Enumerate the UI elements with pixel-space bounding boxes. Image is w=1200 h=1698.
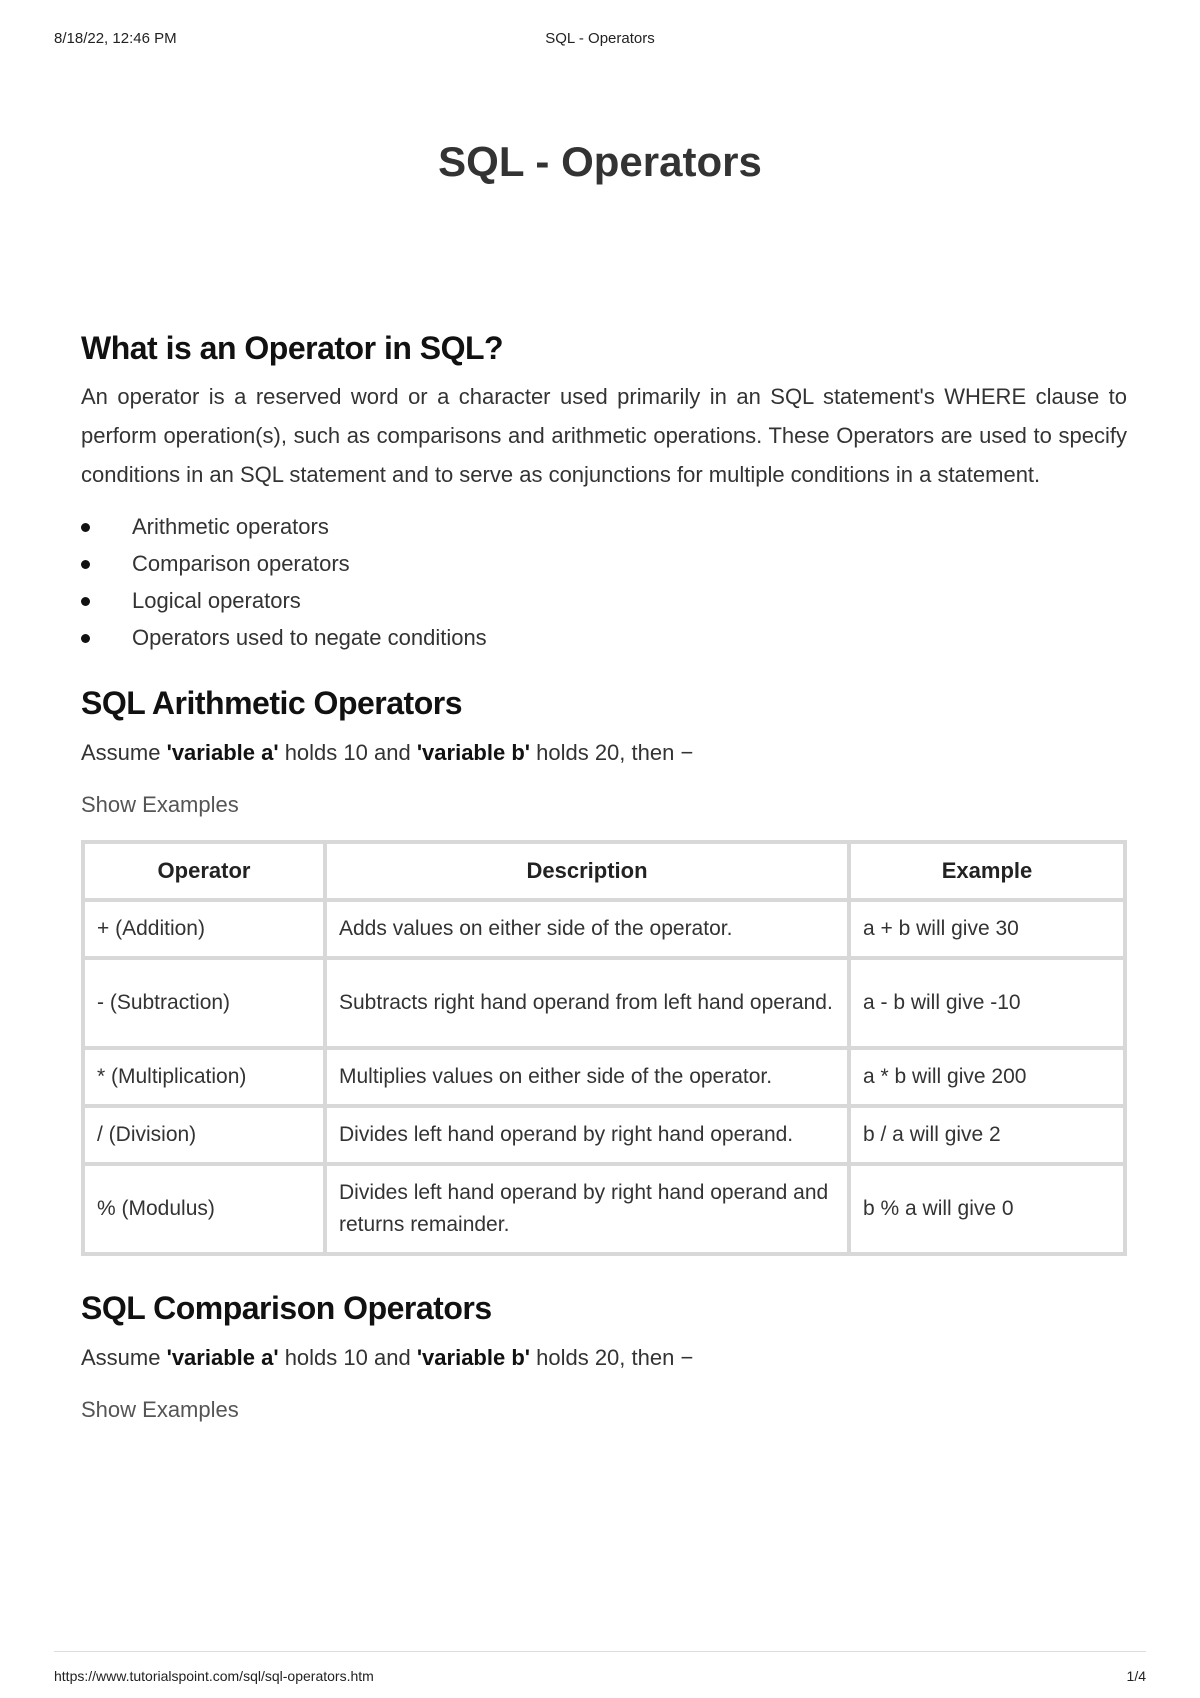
arithmetic-section <box>81 685 1127 1256</box>
bullet-icon <box>81 523 90 532</box>
table-row <box>83 1106 1125 1164</box>
comparison-heading: SQL Comparison Operators <box>81 1290 492 1326</box>
list-item-label: Comparison operators <box>132 551 350 576</box>
cell-example: a - b will give -10 <box>849 958 1125 1048</box>
variable-b: 'variable b' <box>416 1345 530 1370</box>
bullet-icon <box>81 597 90 606</box>
table-row <box>83 900 1125 958</box>
assume-prefix: Assume <box>81 740 167 765</box>
page-title: SQL - Operators <box>438 138 762 185</box>
comparison-section <box>81 1290 1127 1425</box>
cell-operator: * (Multiplication) <box>83 1048 325 1106</box>
cell-operator: % (Modulus) <box>83 1164 325 1254</box>
print-url: https://www.tutorialspoint.com/sql/sql-operators.htm <box>54 1668 374 1684</box>
list-item-label: Logical operators <box>132 588 301 613</box>
bullet-icon <box>81 560 90 569</box>
cell-description: Divides left hand operand by right hand operand and returns remainder. <box>325 1164 849 1254</box>
assume-suffix: holds 20, then − <box>530 740 694 765</box>
variable-a: 'variable a' <box>166 1345 279 1370</box>
table-row <box>83 1164 1125 1254</box>
print-datetime: 8/18/22, 12:46 PM <box>54 30 177 47</box>
variable-a: 'variable a' <box>166 740 279 765</box>
list-item <box>81 619 1127 656</box>
operator-types-list <box>81 508 1127 656</box>
print-footer <box>54 1651 1146 1684</box>
table-header-row <box>83 842 1125 900</box>
cell-operator: - (Subtraction) <box>83 958 325 1048</box>
header-operator: Operator <box>83 842 325 900</box>
main-content <box>81 330 1127 1425</box>
arithmetic-assumption <box>81 738 1127 768</box>
cell-description: Adds values on either side of the operator. <box>325 900 849 958</box>
print-header <box>54 30 1146 50</box>
cell-description: Multiplies values on either side of the operator. <box>325 1048 849 1106</box>
arithmetic-operators-table <box>81 840 1127 1256</box>
cell-description: Subtracts right hand operand from left hand operand. <box>325 958 849 1048</box>
intro-paragraph: An operator is a reserved word or a character used primarily in an SQL statement's WHERE clause to perform operation(s), such as comparisons and arithmetic operations. These Operators are used to specify conditions in an SQL statement and to serve as conjunctions for multiple conditions in a statement. <box>81 384 1127 487</box>
arithmetic-heading: SQL Arithmetic Operators <box>81 685 462 721</box>
list-item-label: Operators used to negate conditions <box>132 625 487 650</box>
header-description: Description <box>325 842 849 900</box>
bullet-icon <box>81 634 90 643</box>
table-row <box>83 1048 1125 1106</box>
header-example: Example <box>849 842 1125 900</box>
list-item <box>81 545 1127 582</box>
show-examples-link[interactable]: Show Examples <box>81 1397 239 1422</box>
print-doc-title: SQL - Operators <box>545 30 655 47</box>
assume-mid: holds 10 and <box>278 740 417 765</box>
list-item-label: Arithmetic operators <box>132 514 329 539</box>
variable-b: 'variable b' <box>416 740 530 765</box>
assume-suffix: holds 20, then − <box>530 1345 694 1370</box>
cell-description: Divides left hand operand by right hand operand. <box>325 1106 849 1164</box>
cell-example: b % a will give 0 <box>849 1164 1125 1254</box>
list-item <box>81 582 1127 619</box>
table-row <box>83 958 1125 1048</box>
assume-mid: holds 10 and <box>278 1345 417 1370</box>
list-item <box>81 508 1127 545</box>
comparison-assumption <box>81 1343 1127 1373</box>
page-number: 1/4 <box>1126 1668 1146 1684</box>
assume-prefix: Assume <box>81 1345 167 1370</box>
show-examples-link[interactable]: Show Examples <box>81 792 239 817</box>
cell-example: a + b will give 30 <box>849 900 1125 958</box>
cell-operator: + (Addition) <box>83 900 325 958</box>
intro-heading: What is an Operator in SQL? <box>81 330 504 366</box>
cell-example: b / a will give 2 <box>849 1106 1125 1164</box>
cell-operator: / (Division) <box>83 1106 325 1164</box>
cell-example: a * b will give 200 <box>849 1048 1125 1106</box>
